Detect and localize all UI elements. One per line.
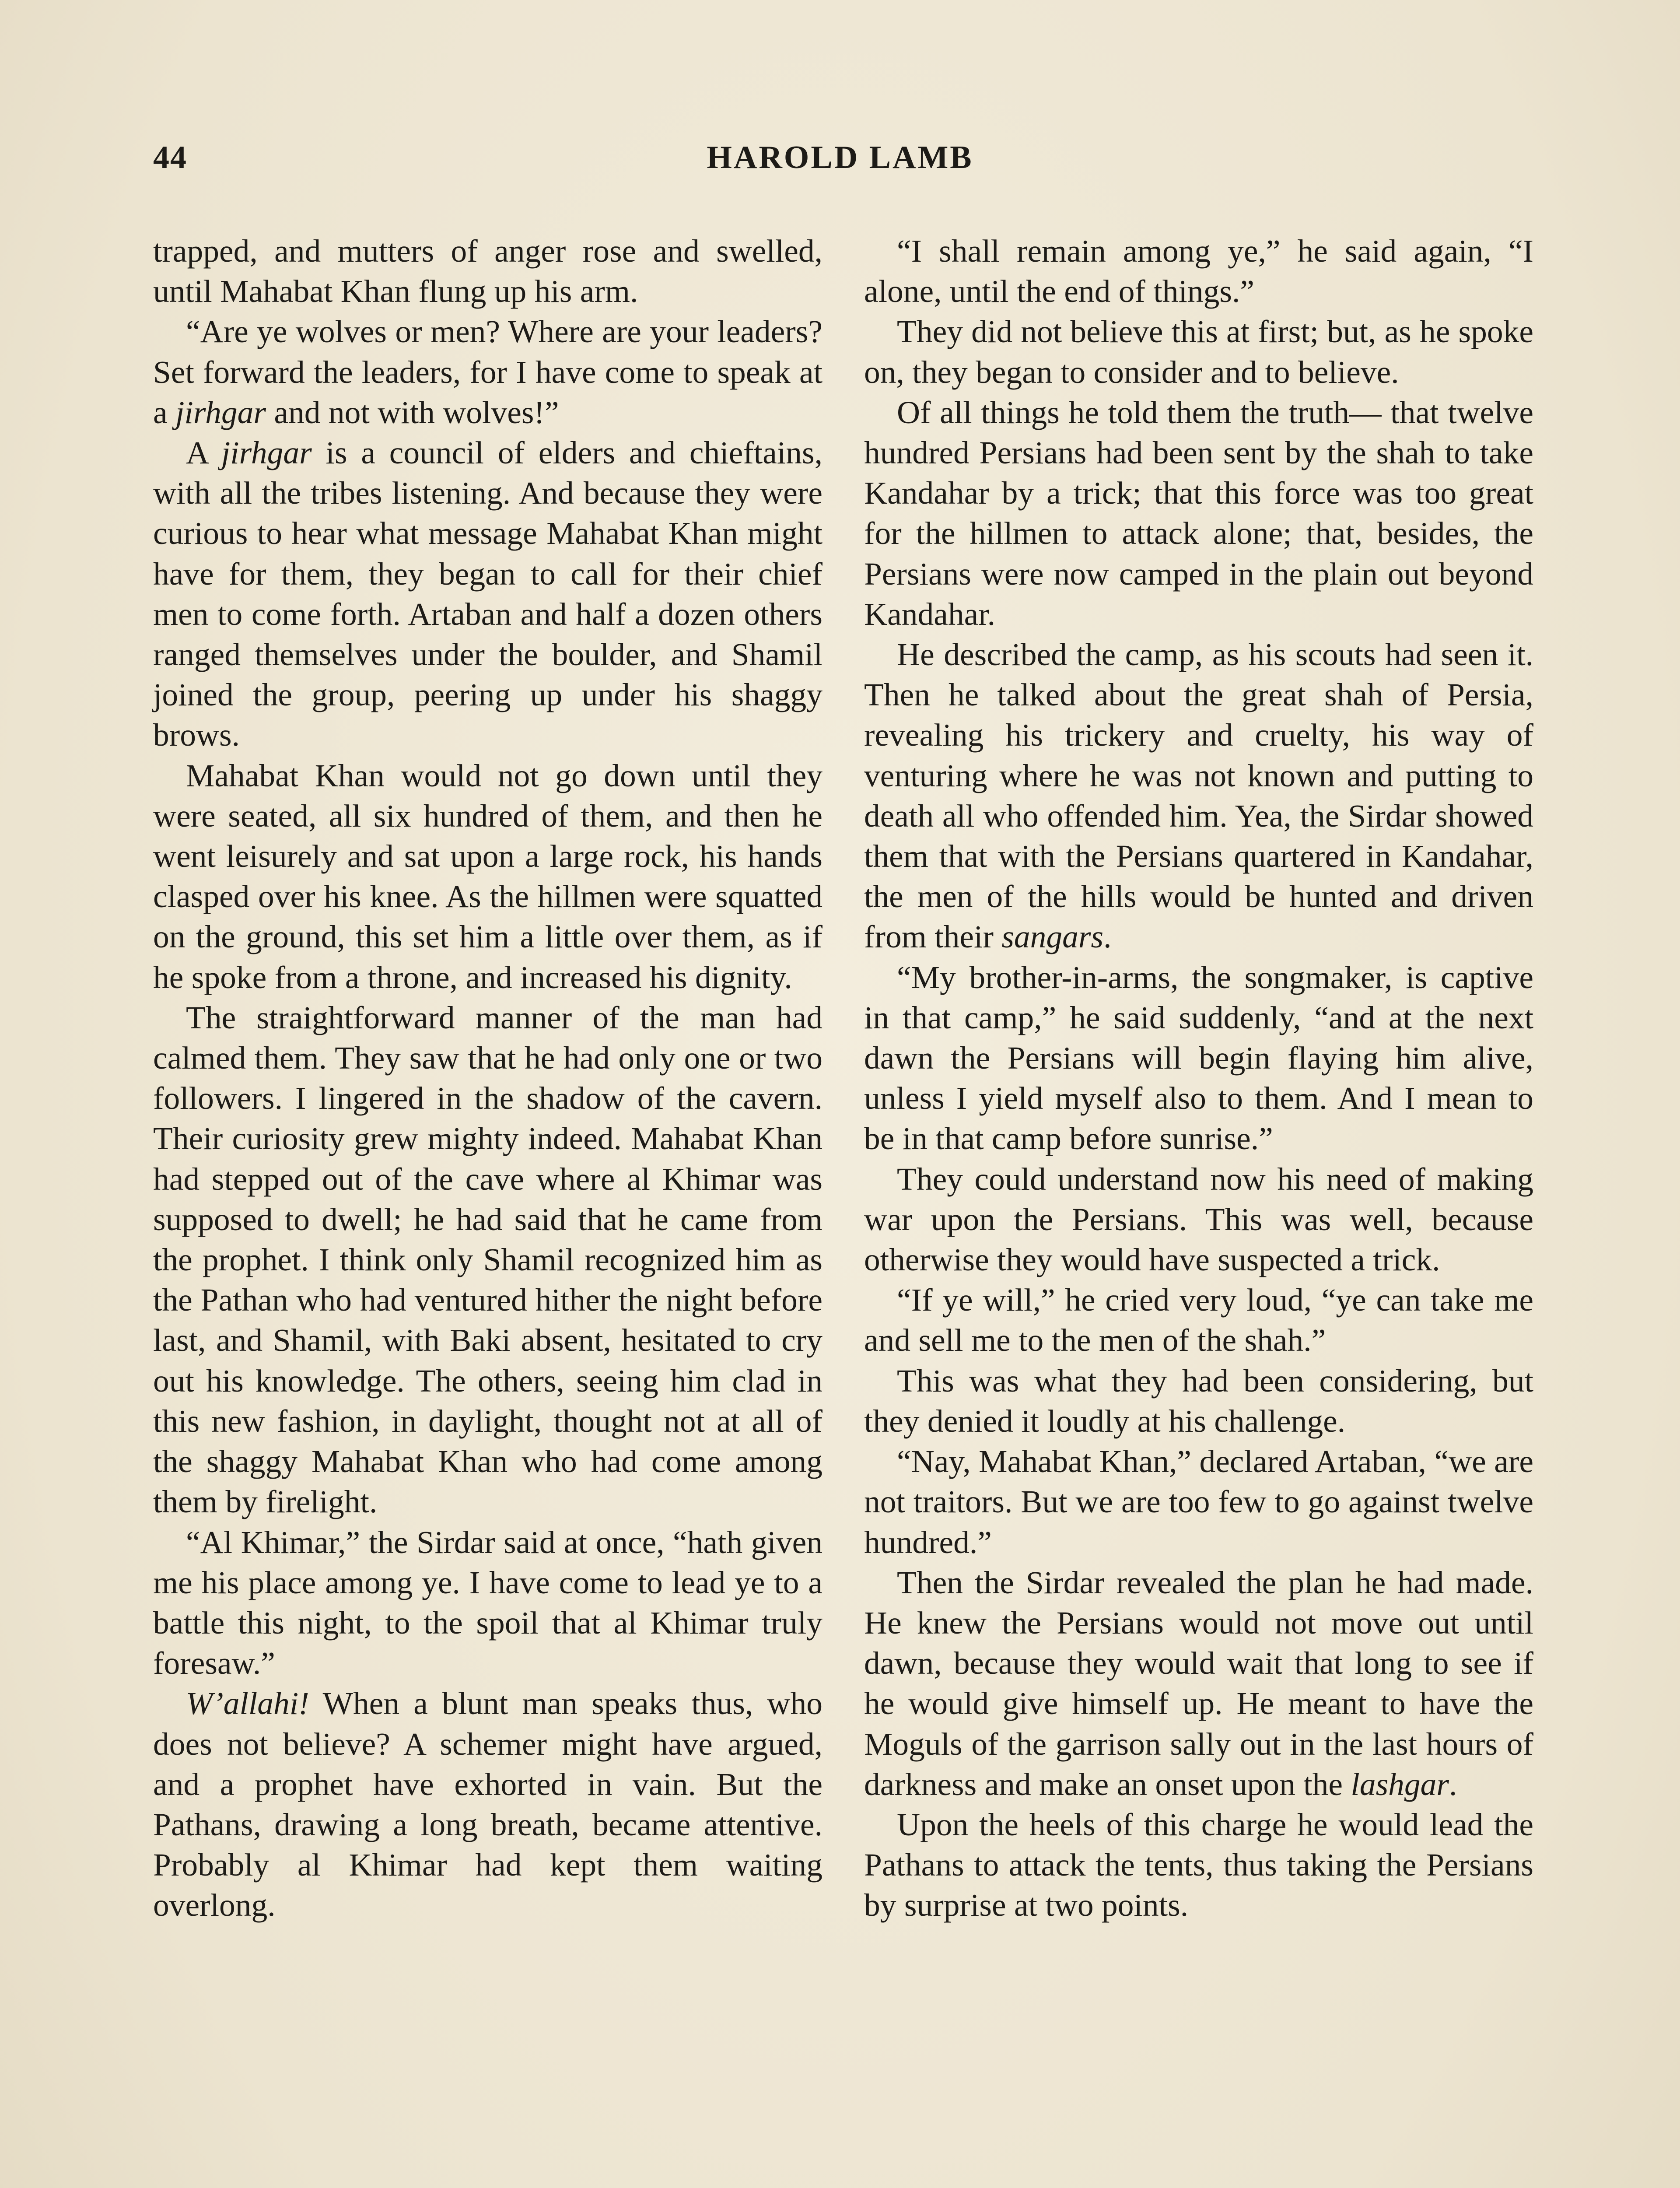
- paragraph: Mahabat Khan would not go down until they were seated, all six hundred of them, and then he went leisurely and sat upon a large rock, his hands clasped over his knee. As the hillmen were squatted on the ground, this set him a little over them, as if he spoke from a throne, and increased his dignity.: [153, 757, 822, 995]
- paragraph: “I shall remain among ye,” he said again, “I alone, until the end of things.”: [864, 233, 1533, 309]
- paragraph: “Are ye wolves or men? Where are your leaders? Set forward the leaders, for I have come to speak at a jirhgar and not with wolves!”: [153, 314, 822, 430]
- italic-term: sangars: [1001, 919, 1104, 955]
- page-number: 44: [153, 140, 187, 175]
- left-column: [153, 231, 822, 1926]
- paragraph: They did not believe this at first; but, as he spoke on, they began to consider and to believe.: [864, 314, 1533, 390]
- italic-term: jirhgar: [175, 394, 266, 430]
- paragraph: A jirhgar is a council of elders and chieftains, with all the tribes listening. And because they were curious to hear what message Mahabat Khan might have for them, they began to call for their chief men to come forth. Artaban and half a dozen others ranged themselves under the boulder, and Shamil joined the group, peering up under his shaggy brows.: [153, 435, 822, 753]
- italic-term: jirhgar: [221, 435, 312, 471]
- paragraph: He described the camp, as his scouts had seen it. Then he talked about the great shah of Persia, revealing his trickery and cruelty, his way of venturing where he was not known and putting to death all who offended him. Yea, the Sirdar showed them that with the Persians quartered in Kandahar, the men of the hills would be hunted and driven from their sangars.: [864, 637, 1533, 955]
- running-head: HAROLD LAMB: [707, 140, 973, 175]
- paragraph: This was what they had been considering, but they denied it loudly at his challenge.: [864, 1363, 1533, 1439]
- italic-term: W’allahi!: [186, 1686, 309, 1722]
- paragraph: Then the Sirdar revealed the plan he had made. He knew the Persians would not move out until dawn, because they would wait that long to see if he would give himself up. He meant to have the Moguls of the garrison sally out in the last hours of darkness and make an onset upon the lashgar.: [864, 1564, 1533, 1802]
- paragraph: W’allahi! When a blunt man speaks thus, who does not believe? A schemer might have argued, and a prophet have exhorted in vain. But the Pathans, drawing a long breath, became attentive. Probably al Khimar had kept them waiting overlong.: [153, 1686, 822, 1923]
- page-header: [153, 139, 1527, 187]
- paragraph: Upon the heels of this charge he would lead the Pathans to attack the tents, thus taking the Persians by surprise at two points.: [864, 1806, 1533, 1923]
- paragraph: They could understand now his need of making war upon the Persians. This was well, because otherwise they would have suspected a trick.: [864, 1161, 1533, 1278]
- paragraph: trapped, and mutters of anger rose and swelled, until Mahabat Khan flung up his arm.: [153, 233, 822, 309]
- paragraph: “Al Khimar,” the Sirdar said at once, “hath given me his place among ye. I have come to lead ye to a battle this night, to the spoil that al Khimar truly foresaw.”: [153, 1524, 822, 1681]
- paragraph: “Nay, Mahabat Khan,” declared Artaban, “we are not traitors. But we are too few to go against twelve hundred.”: [864, 1444, 1533, 1560]
- paragraph: The straightforward manner of the man had calmed them. They saw that he had only one or two followers. I lingered in the shadow of the cavern. Their curiosity grew mighty indeed. Mahabat Khan had stepped out of the cave where al Khimar was supposed to dwell; he had said that he came from the prophet. I think only Shamil recognized him as the Pathan who had ventured hither the night before last, and Shamil, with Baki absent, hesitated to cry out his knowledge. The others, seeing him clad in this new fashion, in daylight, thought not at all of the shaggy Mahabat Khan who had come among them by firelight.: [153, 999, 822, 1520]
- paragraph: “My brother-in-arms, the songmaker, is captive in that camp,” he said suddenly, “and at the next dawn the Persians will begin flaying him alive, unless I yield myself also to them. And I mean to be in that camp before sunrise.”: [864, 959, 1533, 1157]
- paragraph: “If ye will,” he cried very loud, “ye can take me and sell me to the men of the shah.”: [864, 1282, 1533, 1358]
- italic-term: lashgar: [1351, 1766, 1449, 1802]
- paragraph: Of all things he told them the truth— that twelve hundred Persians had been sent by the shah to take Kandahar by a trick; that this force was too great for the hillmen to attack alone; that, besides, the Persians were now camped in the plain out beyond Kandahar.: [864, 394, 1533, 632]
- right-column: [864, 231, 1533, 1926]
